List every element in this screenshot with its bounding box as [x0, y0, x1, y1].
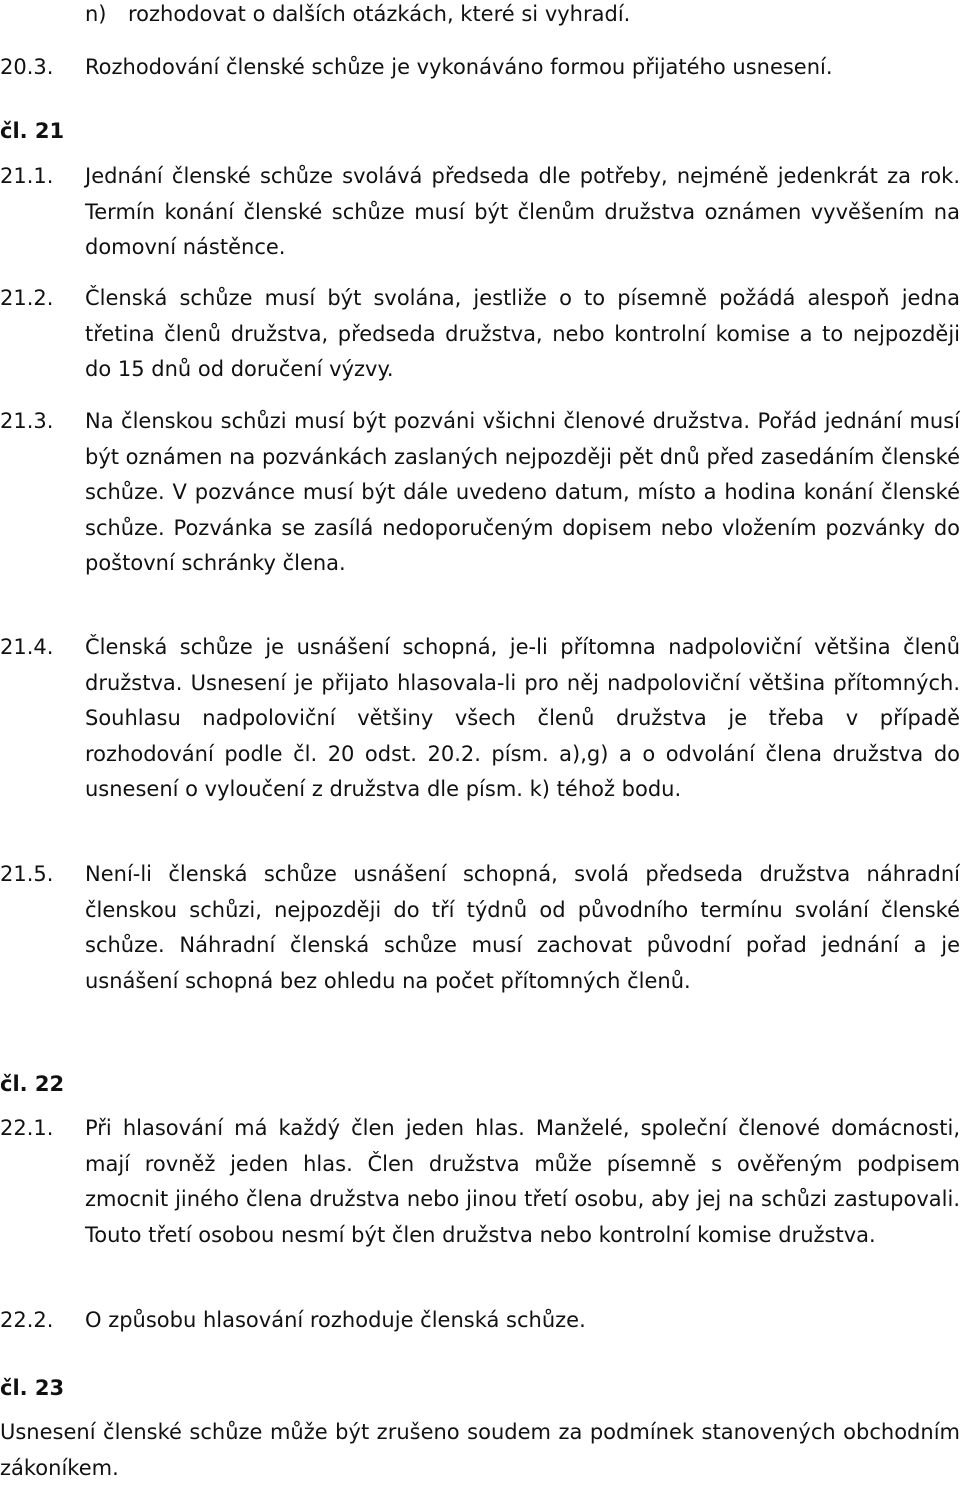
paragraph-22-2 — [0, 1303, 960, 1339]
article-heading-23: čl. 23 — [0, 1376, 65, 1400]
paragraph-number: 21.3. — [0, 409, 54, 433]
paragraph-number: 21.4. — [0, 635, 54, 659]
paragraph-text: Usnesení členské schůze může být zrušeno soudem za podmínek stanovených obchodním zákoníkem. — [0, 1420, 960, 1480]
paragraph-21-4 — [0, 630, 960, 845]
list-item-text: rozhodovat o dalších otázkách, které si vyhradí. — [128, 2, 631, 26]
paragraph-text: Členská schůze je usnášení schopná, je-li přítomna nadpoloviční většina členů družstva. Usnesení je přijato hlasovala-li pro něj nadpoloviční většina přítomných. Souhlasu nadpoloviční většiny všech členů družstva je třeba v případě rozhodování podle čl. 20 odst. 20.2. písm. a),g) a o odvolání člena družstva do usnesení o vyloučení z družstva dle písm. k) téhož bodu. — [85, 635, 960, 801]
list-item-label: n) — [85, 2, 107, 26]
paragraph-text: Členská schůze musí být svolána, jestliže o to písemně požádá alespoň jedna třetina členů družstva, předseda družstva, nebo kontrolní komise a to nejpozději do 15 dnů od doručení výzvy. — [85, 286, 960, 381]
paragraph-text: O způsobu hlasování rozhoduje členská schůze. — [85, 1308, 586, 1332]
paragraph-21-2 — [0, 281, 960, 389]
paragraph-number: 21.1. — [0, 164, 54, 188]
paragraph-number: 22.1. — [0, 1116, 54, 1140]
paragraph-22-1 — [0, 1111, 960, 1291]
paragraph-21-1 — [0, 159, 960, 267]
paragraph-number: 21.5. — [0, 862, 54, 886]
paragraph-23 — [0, 1415, 960, 1487]
paragraph-text: Na členskou schůzi musí být pozváni všichni členové družstva. Pořád jednání musí být oznámen na pozvánkách zaslaných nejpozději pět dnů před zasedáním členské schůze. V pozvánce musí být dále uvedeno datum, místo a hodina konání členské schůze. Pozvánka se zasílá nedoporučeným dopisem nebo vložením pozvánky do poštovní schránky člena. — [85, 409, 960, 575]
paragraph-text: Při hlasování má každý člen jeden hlas. Manželé, společní členové domácnosti, mají rovněž jeden hlas. Člen družstva může písemně s ověřeným podpisem zmocnit jiného člena družstva nebo jinou třetí osobu, aby jej na schůzi zastupovali. Touto třetí osobou nesmí být člen družstva nebo kontrolní komise družstva. — [85, 1116, 960, 1247]
paragraph-text: Není-li členská schůze usnášení schopná, svolá předseda družstva náhradní členskou schůzi, nejpozději do tří týdnů od původního termínu svolání členské schůze. Náhradní členská schůze musí zachovat původní pořad jednání a je usnášení schopná bez ohledu na počet přítomných členů. — [85, 862, 960, 993]
paragraph-text: Rozhodování členské schůze je vykonáváno formou přijatého usnesení. — [85, 55, 833, 79]
paragraph-number: 20.3. — [0, 55, 54, 79]
paragraph-21-3 — [0, 404, 960, 619]
paragraph-number: 22.2. — [0, 1308, 54, 1332]
paragraph-number: 21.2. — [0, 286, 54, 310]
article-heading-22: čl. 22 — [0, 1072, 65, 1096]
article-heading-21: čl. 21 — [0, 119, 65, 143]
paragraph-21-5 — [0, 857, 960, 1037]
list-item-n — [0, 0, 960, 33]
paragraph-text: Jednání členské schůze svolává předseda dle potřeby, nejméně jedenkrát za rok. Termín konání členské schůze musí být členům družstva oznámen vyvěšením na domovní nástěnce. — [85, 164, 960, 259]
paragraph-20-3 — [0, 50, 960, 86]
